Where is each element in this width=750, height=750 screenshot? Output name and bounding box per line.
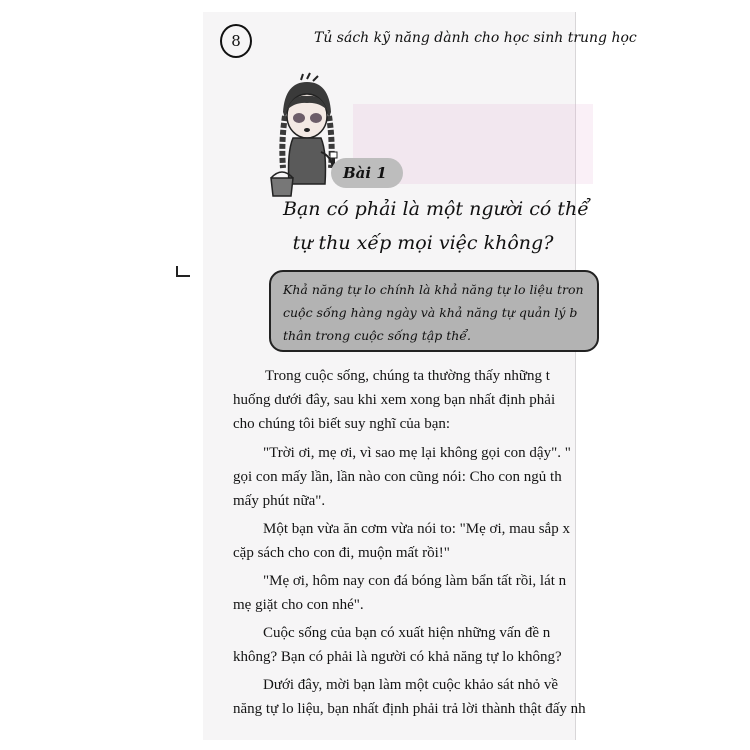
body-line: cặp sách cho con đi, muộn mất rồi!" bbox=[233, 545, 450, 561]
summary-line: Khả năng tự lo chính là khả năng tự lo liệu tron bbox=[283, 282, 584, 297]
body-line: năng tự lo liệu, bạn nhất định phải trả lời thành thật đấy nh bbox=[233, 701, 586, 717]
body-line: Cuộc sống của bạn có xuất hiện những vấn đề n bbox=[263, 625, 551, 641]
body-line: Một bạn vừa ăn cơm vừa nói to: "Mẹ ơi, mau sắp x bbox=[263, 521, 570, 537]
body-line: không? Bạn có phải là người có khả năng tự lo không? bbox=[233, 649, 562, 665]
lesson-title-line-1: Bạn có phải là một người có thể bbox=[283, 198, 589, 220]
lesson-badge: Bài 1 bbox=[331, 158, 403, 188]
body-line: mấy phút nữa". bbox=[233, 493, 326, 509]
body-line: cho chúng tôi biết suy nghĩ của bạn: bbox=[233, 416, 451, 432]
summary-line: cuộc sống hàng ngày và khả năng tự quản lý b bbox=[283, 305, 578, 320]
summary-box bbox=[269, 270, 599, 352]
summary-line: thân trong cuộc sống tập thể. bbox=[283, 328, 471, 343]
book-page bbox=[203, 12, 637, 740]
running-title: Tủ sách kỹ năng dành cho học sinh trung học bbox=[314, 30, 637, 46]
margin-mark bbox=[176, 266, 190, 277]
body-line: gọi con mấy lần, lần nào con cũng nói: Cho con ngủ th bbox=[233, 469, 562, 485]
body-line: huống dưới đây, sau khi xem xong bạn nhất định phải bbox=[233, 392, 556, 408]
body-line: Trong cuộc sống, chúng ta thường thấy những t bbox=[265, 368, 550, 384]
lesson-title-line-2: tự thu xếp mọi việc không? bbox=[292, 232, 554, 254]
body-line: Dưới đây, mời bạn làm một cuộc khảo sát nhỏ về bbox=[263, 677, 559, 693]
body-line: "Trời ơi, mẹ ơi, vì sao mẹ lại không gọi con dậy". " bbox=[263, 445, 571, 461]
body-line: mẹ giặt cho con nhé". bbox=[233, 597, 364, 613]
body-line: "Mẹ ơi, hôm nay con đá bóng làm bẩn tất rồi, lát n bbox=[263, 573, 567, 589]
page-number: 8 bbox=[220, 24, 252, 58]
